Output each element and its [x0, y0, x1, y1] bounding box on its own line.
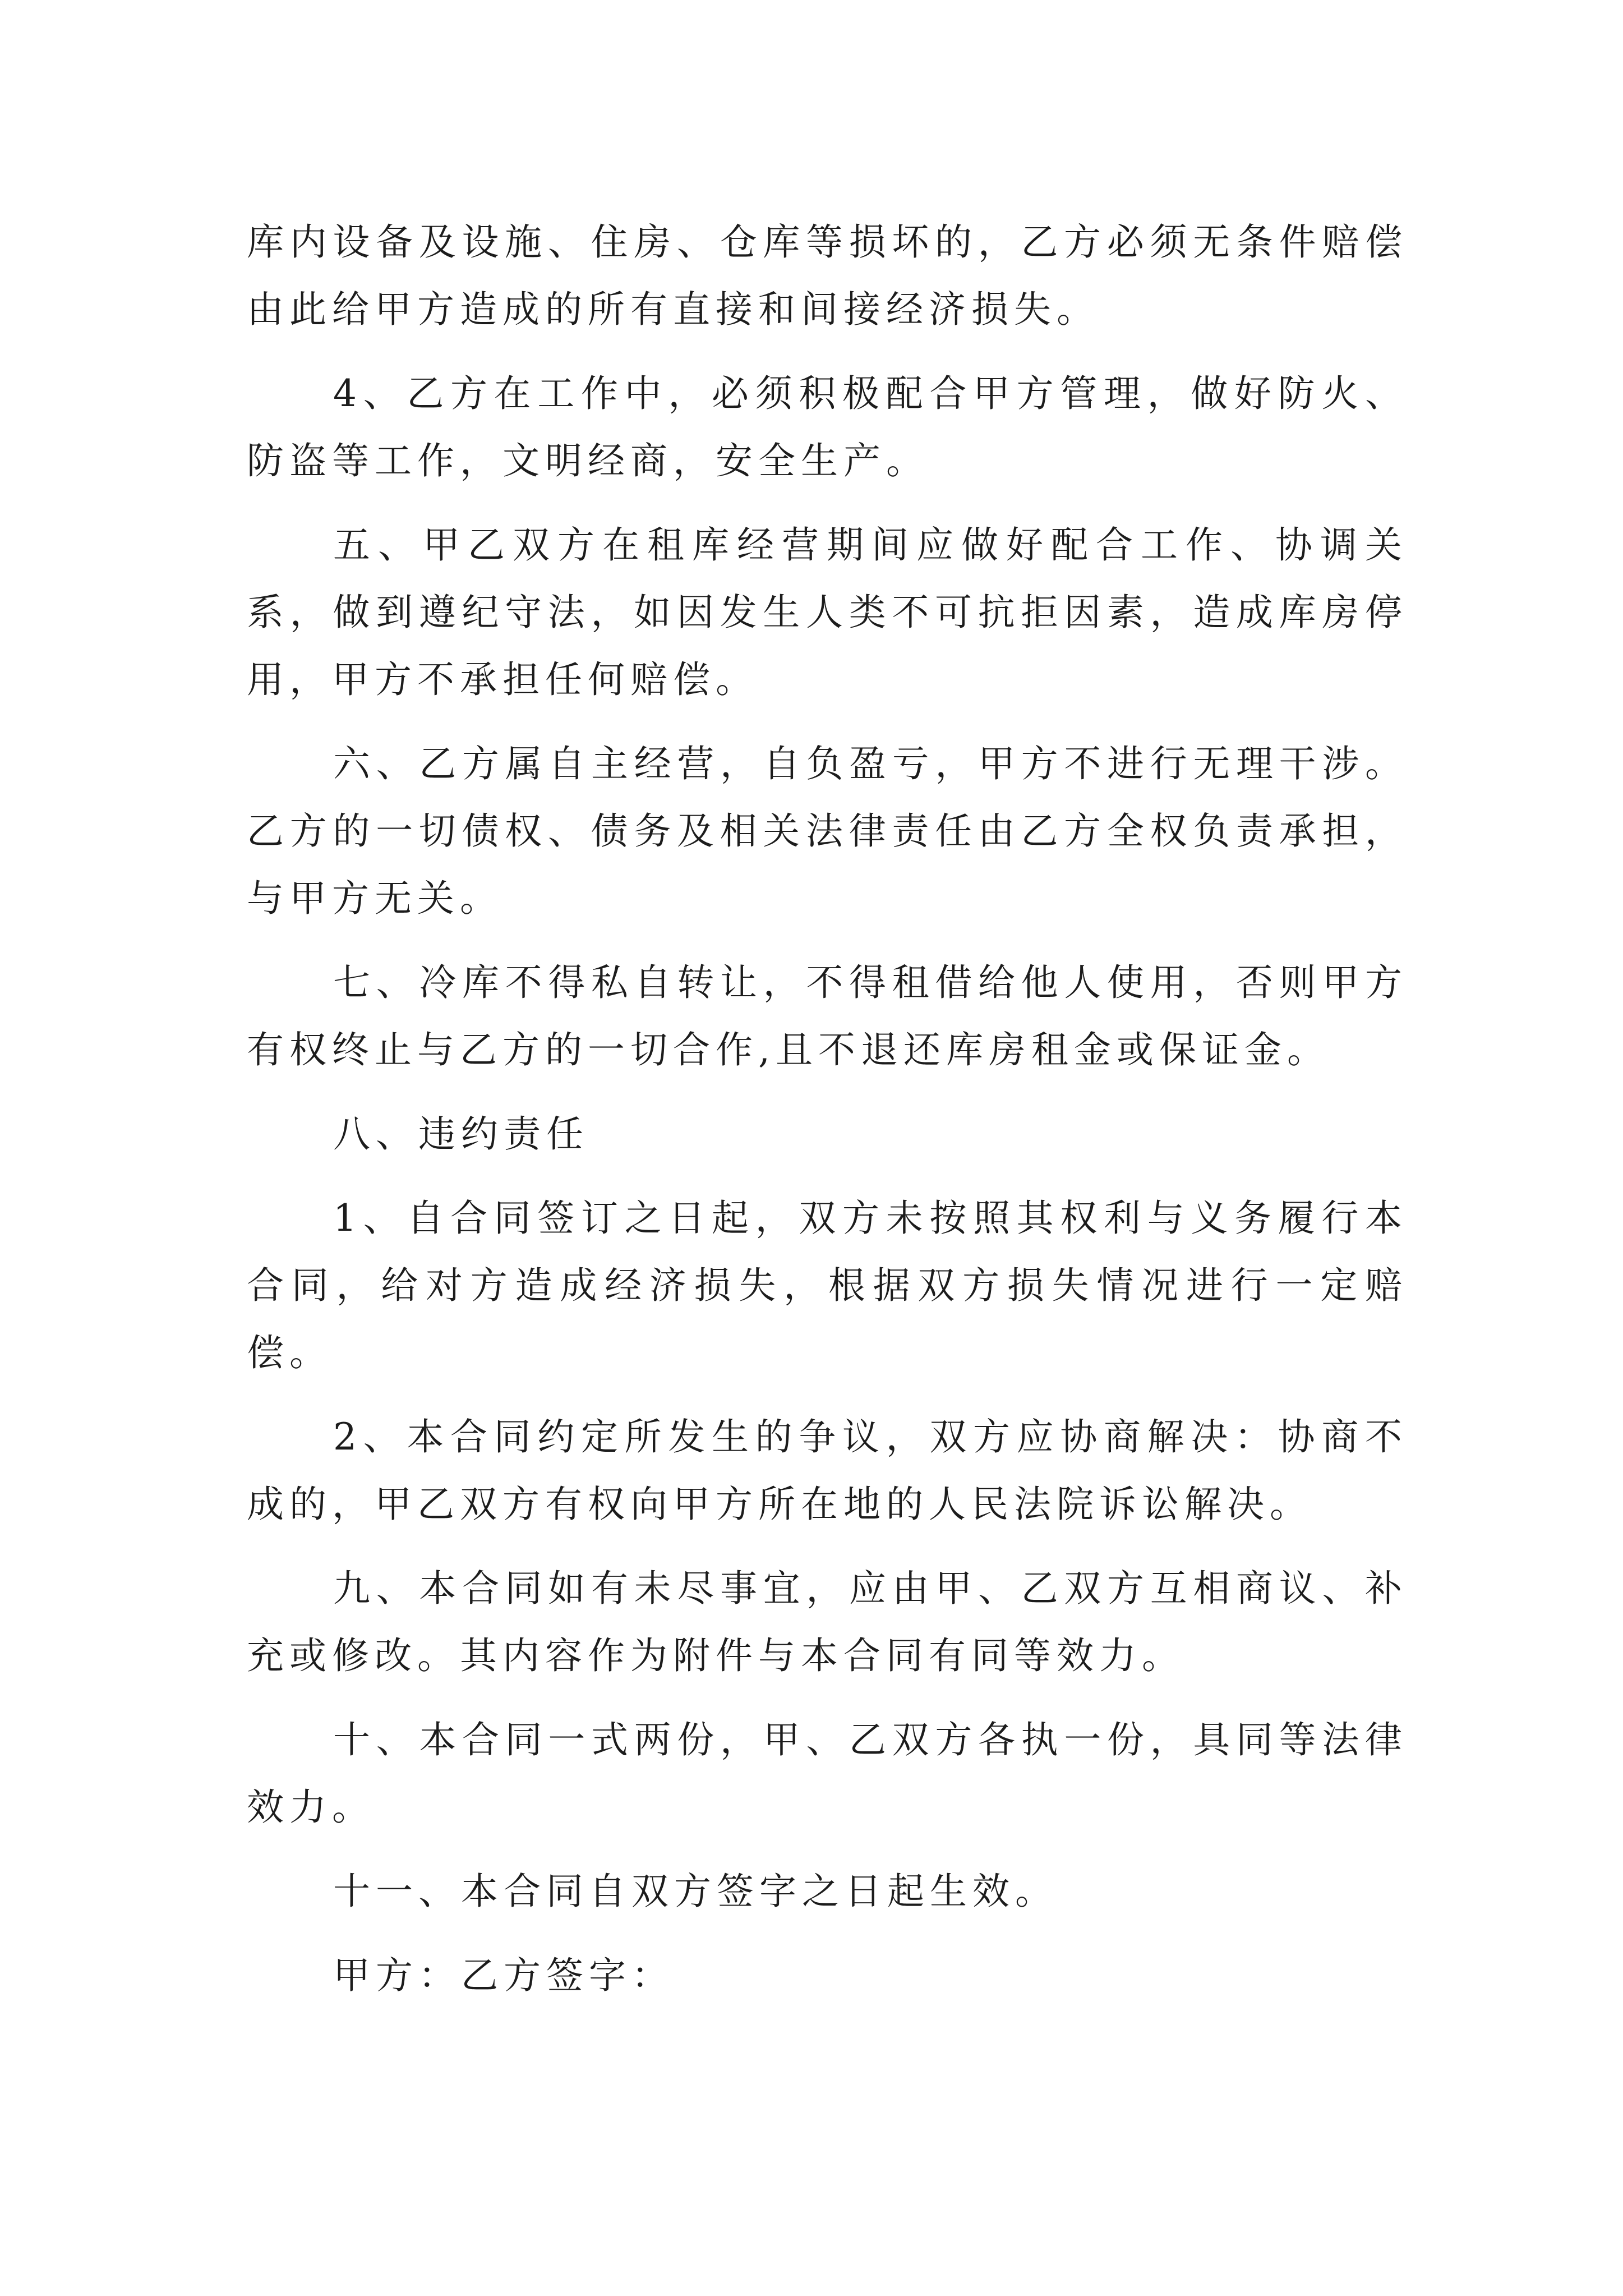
section-heading-breach: 八、违约责任 [333, 1112, 589, 1156]
paragraph-clause-10: 十、本合同一式两份，甲、乙双方各执一份，具同等法律效力。 [247, 1718, 1408, 1829]
paragraph-clause-4: 4、乙方在工作中，必须积极配合甲方管理，做好防火、防盗等工作，文明经商，安全生产。 [247, 372, 1408, 482]
paragraph-clause-7: 七、冷库不得私自转让，不得租借给他人使用，否则甲方有权终止与乙方的一切合作,且不退还库房租金或保证金。 [247, 961, 1408, 1071]
paragraph-breach-2: 2、本合同约定所发生的争议，双方应协商解决：协商不成的，甲乙双方有权向甲方所在地的人民法院诉讼解决。 [247, 1415, 1408, 1526]
signature-line: 甲方：乙方签字： [333, 1954, 674, 1997]
paragraph-breach-1: 1、自合同签订之日起，双方未按照其权利与义务履行本合同，给对方造成经济损失，根据双方损失情况进行一定赔偿。 [247, 1197, 1408, 1374]
document-body [247, 209, 1408, 2026]
paragraph-clause-11: 十一、本合同自双方签字之日起生效。 [333, 1870, 1058, 1913]
paragraph-clause-5: 五、甲乙双方在租库经营期间应做好配合工作、协调关系，做到遵纪守法，如因发生人类不可抗拒因素，造成库房停用，甲方不承担任何赔偿。 [247, 523, 1408, 701]
paragraph-clause-6: 六、乙方属自主经营，自负盈亏，甲方不进行无理干涉。乙方的一切债权、债务及相关法律责任由乙方全权负责承担，与甲方无关。 [247, 742, 1408, 920]
paragraph-clause-9: 九、本合同如有未尽事宜，应由甲、乙双方互相商议、补充或修改。其内容作为附件与本合同有同等效力。 [247, 1567, 1408, 1677]
paragraph-damage-compensation: 库内设备及设施、住房、仓库等损坏的，乙方必须无条件赔偿由此给甲方造成的所有直接和间接经济损失。 [247, 220, 1408, 331]
